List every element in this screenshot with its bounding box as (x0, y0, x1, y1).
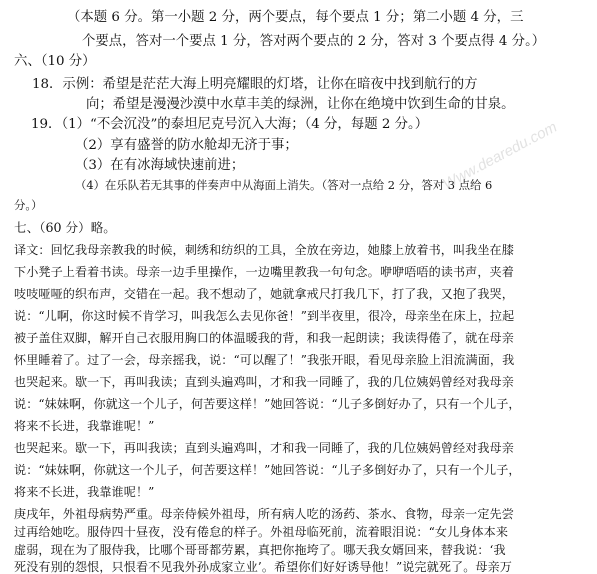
translation-line-16: 死没有别的怨恨，只恨看不见我外孙成家立业’。希望你们好好诱导他！”说完就死了。母亲万 (14, 560, 512, 574)
translation-line-6: 怀里睡着了。过了一会，母亲摇我，说：“可以醒了！”我张开眼，看见母亲脸上泪流满面，我 (14, 353, 515, 367)
translation-line-8: 说：“妹妹啊，你就这一个儿子，何苦要这样！”她回答说：“儿子多倒好办了，只有一个儿子， (14, 397, 521, 411)
scoring-note-line-2: 个要点，答对一个要点 1 分，答对两个要点的 2 分，答对 3 个要点得 4 分。） (82, 34, 546, 49)
question-19-answer-4: （4）在乐队若无其事的伴奏声中从海面上消失。（答对一点给 2 分，答对 3 点给 6 (75, 178, 493, 192)
translation-line-10: 也哭起来。歇一下，再叫我读；直到头遍鸡叫，才和我一同睡了，我的几位姨妈曾经对我母亲 (14, 441, 514, 455)
question-19-answer-1: 19．（1）“不会沉没”的泰坦尼克号沉入大海；（4 分，每题 2 分。） (31, 117, 429, 132)
translation-line-3: 吱吱哑哑的织布声，交错在一起。我不想动了，她就拿戒尺打我几下，打了我，又抱了我哭， (14, 287, 514, 301)
question-18-line-1: 18．示例：希望是茫茫大海上明亮耀眼的灯塔，让你在暗夜中找到航行的方 (32, 77, 478, 92)
translation-line-15: 虚弱，现在为了服侍我，比哪个哥哥都劳累，真把你拖垮了。哪天我女婿回来，替我说：‘我 (14, 543, 506, 557)
translation-line-2: 下小凳子上看着书读。母亲一边手里操作，一边嘴里教我一句句念。咿咿唔唔的读书声，夹着 (14, 265, 514, 279)
question-18-line-2: 向；希望是漫漫沙漠中水草丰美的绿洲，让你在绝境中饮到生命的甘泉。 (86, 97, 515, 112)
translation-line-5: 被子盖住双脚，解开自己衣服用胸口的体温暖我的背，和我一起朗读；我读得倦了，就在母亲 (14, 331, 514, 345)
scoring-note-line-1: （本题 6 分。第一小题 2 分，两个要点，每个要点 1 分；第二小题 4 分，三 (67, 10, 524, 25)
translation-line-12: 将来不长进，我靠谁呢！” (14, 485, 155, 499)
question-19-answer-2: （2）享有盛誉的防水舱却无济于事； (75, 138, 298, 153)
translation-line-9: 将来不长进，我靠谁呢！” (14, 419, 155, 433)
question-19-answer-3: （3）在有冰海域快速前进； (75, 158, 245, 173)
translation-line-1: 译文：回忆我母亲教我的时候，刺绣和纺织的工具，全放在旁边，她膝上放着书，叫我坐在膝 (14, 243, 514, 257)
watermark: Www.dearedu.com (440, 118, 560, 194)
section-6-heading: 六、（10 分） (14, 54, 96, 69)
translation-line-4: 说：“儿啊，你这时候不肯学习，叫我怎么去见你爸！”到半夜里，很冷，母亲坐在床上，拉起 (14, 309, 515, 323)
translation-line-13: 庚戌年，外祖母病势严重。母亲侍候外祖母，所有病人吃的汤药、茶水、食物，母亲一定先尝 (14, 507, 514, 521)
question-19-answer-4-end: 分。） (14, 198, 43, 212)
translation-line-11: 说：“妹妹啊，你就这一个儿子，何苦要这样！”她回答说：“儿子多倒好办了，只有一个儿子， (14, 463, 521, 477)
translation-line-14: 过再给她吃。服侍四十昼夜，没有倦怠的样子。外祖母临死前，流着眼泪说：“女儿身体本来 (14, 525, 509, 539)
translation-line-7: 也哭起来。歇一下，再叫我读；直到头遍鸡叫，才和我一同睡了，我的几位姨妈曾经对我母亲 (14, 375, 514, 389)
section-7-heading: 七、（60 分）略。 (14, 220, 116, 235)
